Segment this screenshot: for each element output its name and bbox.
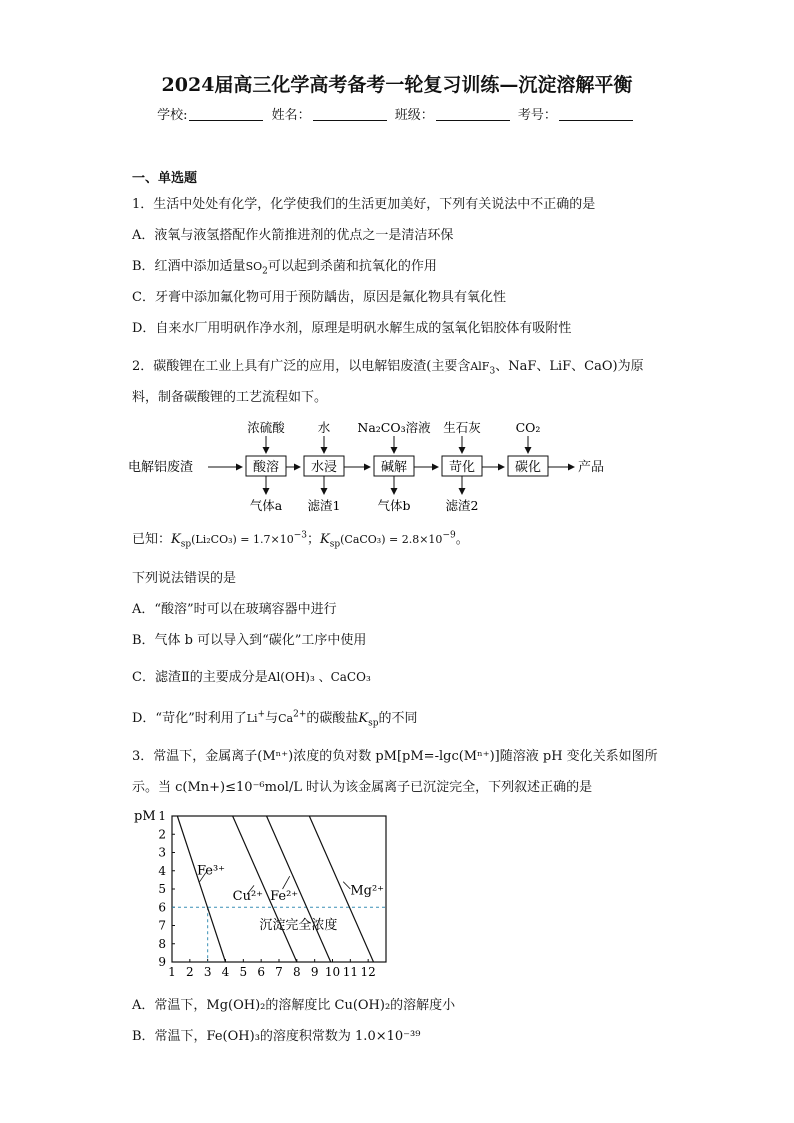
flow-output-label: 滤渣2 (445, 498, 479, 513)
y-axis-label: pM (134, 809, 156, 824)
y-tick-label: 7 (158, 918, 166, 933)
q2-ask: 下列说法错误的是 (132, 571, 237, 586)
flow-output-label: 滤渣1 (307, 498, 341, 513)
flow-step-label: 碱解 (380, 460, 408, 475)
q2-option-c: C．滤渣Ⅱ的主要成分是Al(OH)₃ 、CaCO₃ (132, 670, 371, 685)
y-tick-label: 9 (158, 955, 166, 969)
x-tick-label: 7 (275, 965, 283, 979)
flow-input-label: 水 (317, 420, 331, 435)
y-tick-label: 5 (158, 882, 166, 896)
q1-option-c: C．牙膏中添加氟化物可用于预防龋齿，原因是氟化物具有氧化性 (132, 290, 506, 305)
flow-end: 产品 (578, 460, 605, 475)
school-blank[interactable] (189, 108, 263, 121)
x-tick-label: 3 (203, 965, 212, 979)
threshold-label: 沉淀完全浓度 (259, 918, 338, 934)
series-label: Fe²⁺ (270, 888, 299, 904)
y-tick-label: 4 (158, 863, 166, 878)
q2-stem-2: 料，制备碳酸锂的工艺流程如下。 (132, 390, 328, 405)
series-line (177, 816, 225, 962)
class-label: 班级： (394, 108, 434, 123)
x-tick-label: 10 (324, 965, 341, 979)
x-tick-label: 1 (168, 965, 176, 979)
series-label: Mg²⁺ (350, 883, 385, 899)
q2-option-b: B．气体 b 可以导入到“碳化”工序中使用 (132, 633, 367, 648)
flow-step-label: 碳化 (514, 460, 542, 475)
q1-option-d: D．自来水厂用明矾作净水剂，原理是明矾水解生成的氢氧化铝胶体有吸附性 (132, 321, 572, 336)
flow-step-label: 苛化 (448, 460, 476, 475)
q3-stem-2: 示。当 c(Mn+)≤10⁻⁶mol/L 时认为该金属离子已沉淀完全，下列叙述正确的是 (132, 780, 593, 795)
flow-step-label: 酸溶 (252, 460, 280, 475)
section-heading: 一、单选题 (132, 171, 198, 186)
name-label: 姓名： (271, 108, 311, 123)
q1-stem: 1．生活中处处有化学，化学使我们的生活更加美好，下列有关说法中不正确的是 (132, 197, 596, 212)
x-tick-label: 11 (342, 965, 358, 979)
y-tick-label: 1 (158, 809, 166, 823)
page-title: 2024届高三化学高考备考一轮复习训练—沉淀溶解平衡 (161, 74, 633, 96)
q2-known: 已知：$K_{sp}(Li_2CO_3) = 1.7\times 10^{-3}$；$K_{sp}(CaCO_3) = 2.8\times 10^{-9}$。 (132, 530, 469, 550)
x-tick-label: 9 (310, 965, 319, 979)
flow-input-label: Na₂CO₃溶液 (357, 420, 431, 435)
school-label: 学校: (157, 108, 188, 123)
q3-option-b: B．常温下，Fe(OH)₃的溶度积常数为 1.0×10⁻³⁹ (132, 1029, 421, 1044)
y-tick-label: 8 (158, 936, 166, 951)
flow-output-label: 气体a (249, 498, 283, 513)
id-blank[interactable] (559, 108, 633, 121)
flow-step-label: 水浸 (310, 460, 338, 475)
class-blank[interactable] (436, 108, 510, 121)
q1-option-a: A．液氧与液氢搭配作火箭推进剂的优点之一是清洁环保 (132, 228, 454, 243)
series-label: Fe³⁺ (196, 863, 226, 879)
x-tick-label: 6 (257, 965, 265, 979)
x-tick-label: 5 (239, 965, 248, 979)
x-tick-label: 2 (186, 965, 194, 979)
x-tick-label: 12 (360, 965, 376, 979)
y-tick-label: 2 (158, 827, 166, 842)
q2-option-a: A．“酸溶”时可以在玻璃容器中进行 (132, 602, 337, 617)
q3-stem: 3．常温下，金属离子(Mⁿ⁺)浓度的负对数 pM[pM=-lgc(Mⁿ⁺)]随溶液 pH 变化关系如图所 (132, 749, 658, 764)
series-label: Cu²⁺ (232, 888, 264, 904)
id-label: 考号： (517, 108, 557, 123)
x-tick-label: 8 (293, 965, 301, 979)
process-flowchart (128, 412, 618, 514)
flow-output-label: 气体b (377, 498, 411, 513)
q2-stem: 2．碳酸锂在工业上具有广泛的应用，以电解铝废渣(主要含AlF$_3$、NaF、LiF、CaO)为原 (132, 359, 644, 377)
flow-input-label: 浓硫酸 (247, 420, 285, 435)
x-tick-label: 4 (221, 965, 230, 979)
q2-option-d: D．“苛化”时利用了Li+与$Ca^{2+}$的碳酸盐$K_{sp}$的不同 (132, 709, 418, 729)
y-tick-label: 3 (158, 845, 166, 860)
q1-option-b: B．红酒中添加适量$SO_2$可以起到杀菌和抗氧化的作用 (132, 259, 437, 277)
pm-ph-chart (128, 800, 398, 985)
y-tick-label: 6 (158, 900, 166, 915)
name-blank[interactable] (313, 108, 387, 121)
flow-input-label: CO₂ (515, 420, 541, 435)
student-info-row (0, 104, 794, 123)
q3-option-a: A．常温下，Mg(OH)₂的溶解度比 Cu(OH)₂的溶解度小 (132, 998, 456, 1013)
flow-start: 电解铝废渣 (128, 460, 194, 475)
flow-input-label: 生石灰 (443, 420, 481, 435)
